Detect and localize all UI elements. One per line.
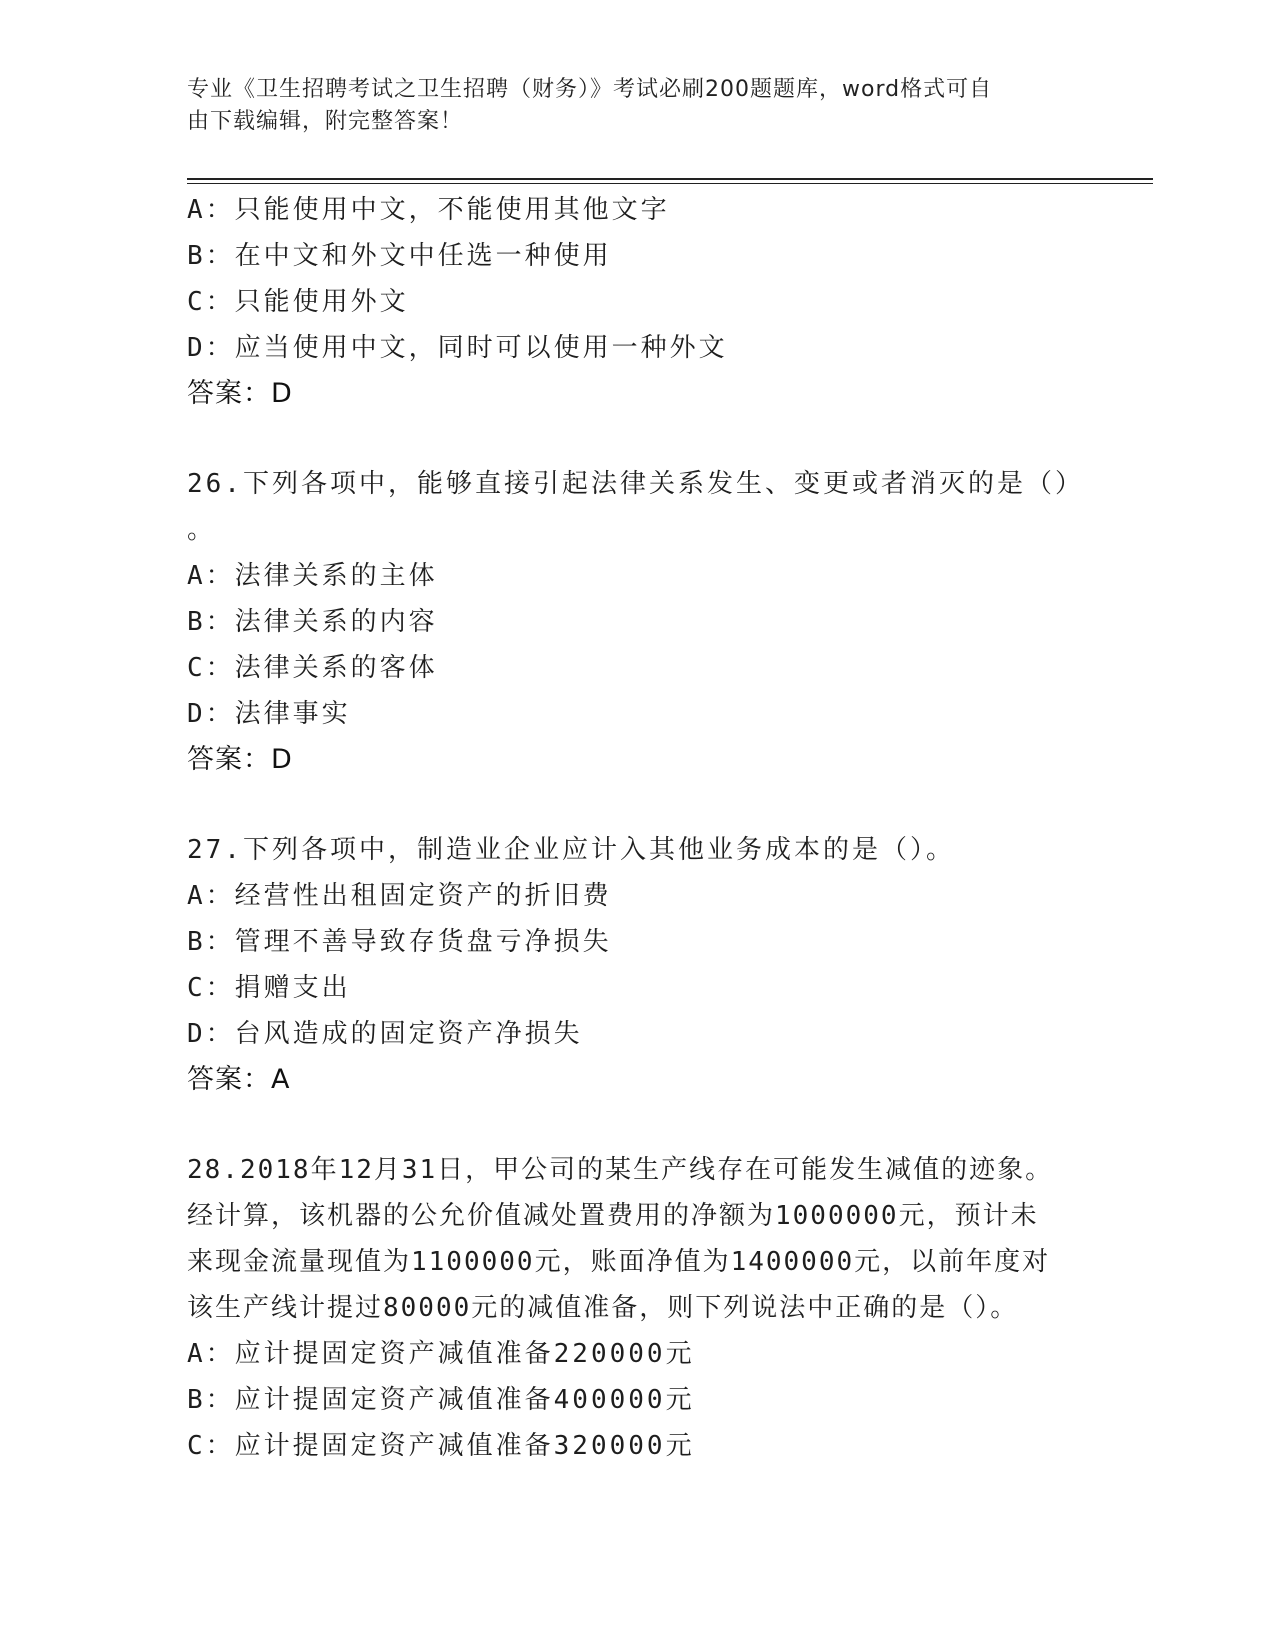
spacer — [187, 783, 1087, 827]
option-c: C：应计提固定资产减值准备320000元 — [187, 1431, 695, 1461]
question-stem: 27.下列各项中，制造业企业应计入其他业务成本的是（）。 — [187, 835, 955, 865]
header-line-1: 专业《卫生招聘考试之卫生招聘（财务）》考试必刷200题题库，word格式可自 — [187, 77, 993, 102]
question-stem-line-1: 28.2018年12月31日，甲公司的某生产线存在可能发生减值的迹象。 — [187, 1155, 1054, 1185]
answer-line: 答案：D — [187, 378, 293, 409]
option-b: B：管理不善导致存货盘亏净损失 — [187, 927, 612, 957]
option-d: D：台风造成的固定资产净损失 — [187, 1019, 583, 1049]
question-stem-line-3: 来现金流量现值为1100000元，账面净值为1400000元，以前年度对 — [187, 1247, 1051, 1277]
header-line-2: 由下载编辑，附完整答案！ — [187, 109, 464, 134]
option-a: A：应计提固定资产减值准备220000元 — [187, 1339, 695, 1369]
option-a: A：法律关系的主体 — [187, 561, 438, 591]
question-25 — [187, 187, 1087, 417]
option-b: B：在中文和外文中任选一种使用 — [187, 241, 612, 271]
question-stem-line-4: 该生产线计提过80000元的减值准备，则下列说法中正确的是（）。 — [187, 1293, 1019, 1323]
question-content — [187, 187, 1087, 1469]
answer-line: 答案：D — [187, 744, 293, 775]
question-stem: 26.下列各项中，能够直接引起法律关系发生、变更或者消灭的是（） — [187, 469, 1084, 499]
question-27 — [187, 827, 1087, 1103]
answer-line: 答案：A — [187, 1064, 291, 1095]
question-stem-continued: 。 — [187, 515, 217, 545]
option-b: B：应计提固定资产减值准备400000元 — [187, 1385, 695, 1415]
option-d: D：法律事实 — [187, 699, 351, 729]
question-26 — [187, 461, 1087, 783]
question-stem-line-2: 经计算，该机器的公允价值减处置费用的净额为1000000元，预计未 — [187, 1201, 1039, 1231]
option-b: B：法律关系的内容 — [187, 607, 438, 637]
spacer — [187, 1103, 1087, 1147]
option-a: A：经营性出租固定资产的折旧费 — [187, 881, 612, 911]
header-rule-thin — [187, 183, 1153, 184]
option-d: D：应当使用中文，同时可以使用一种外文 — [187, 333, 728, 363]
option-c: C：捐赠支出 — [187, 973, 351, 1003]
option-c: C：只能使用外文 — [187, 287, 409, 317]
header-rule-thick — [187, 178, 1153, 180]
question-28 — [187, 1147, 1087, 1469]
option-c: C：法律关系的客体 — [187, 653, 438, 683]
option-a: A：只能使用中文，不能使用其他文字 — [187, 195, 670, 225]
document-header — [187, 74, 1067, 138]
spacer — [187, 417, 1087, 461]
